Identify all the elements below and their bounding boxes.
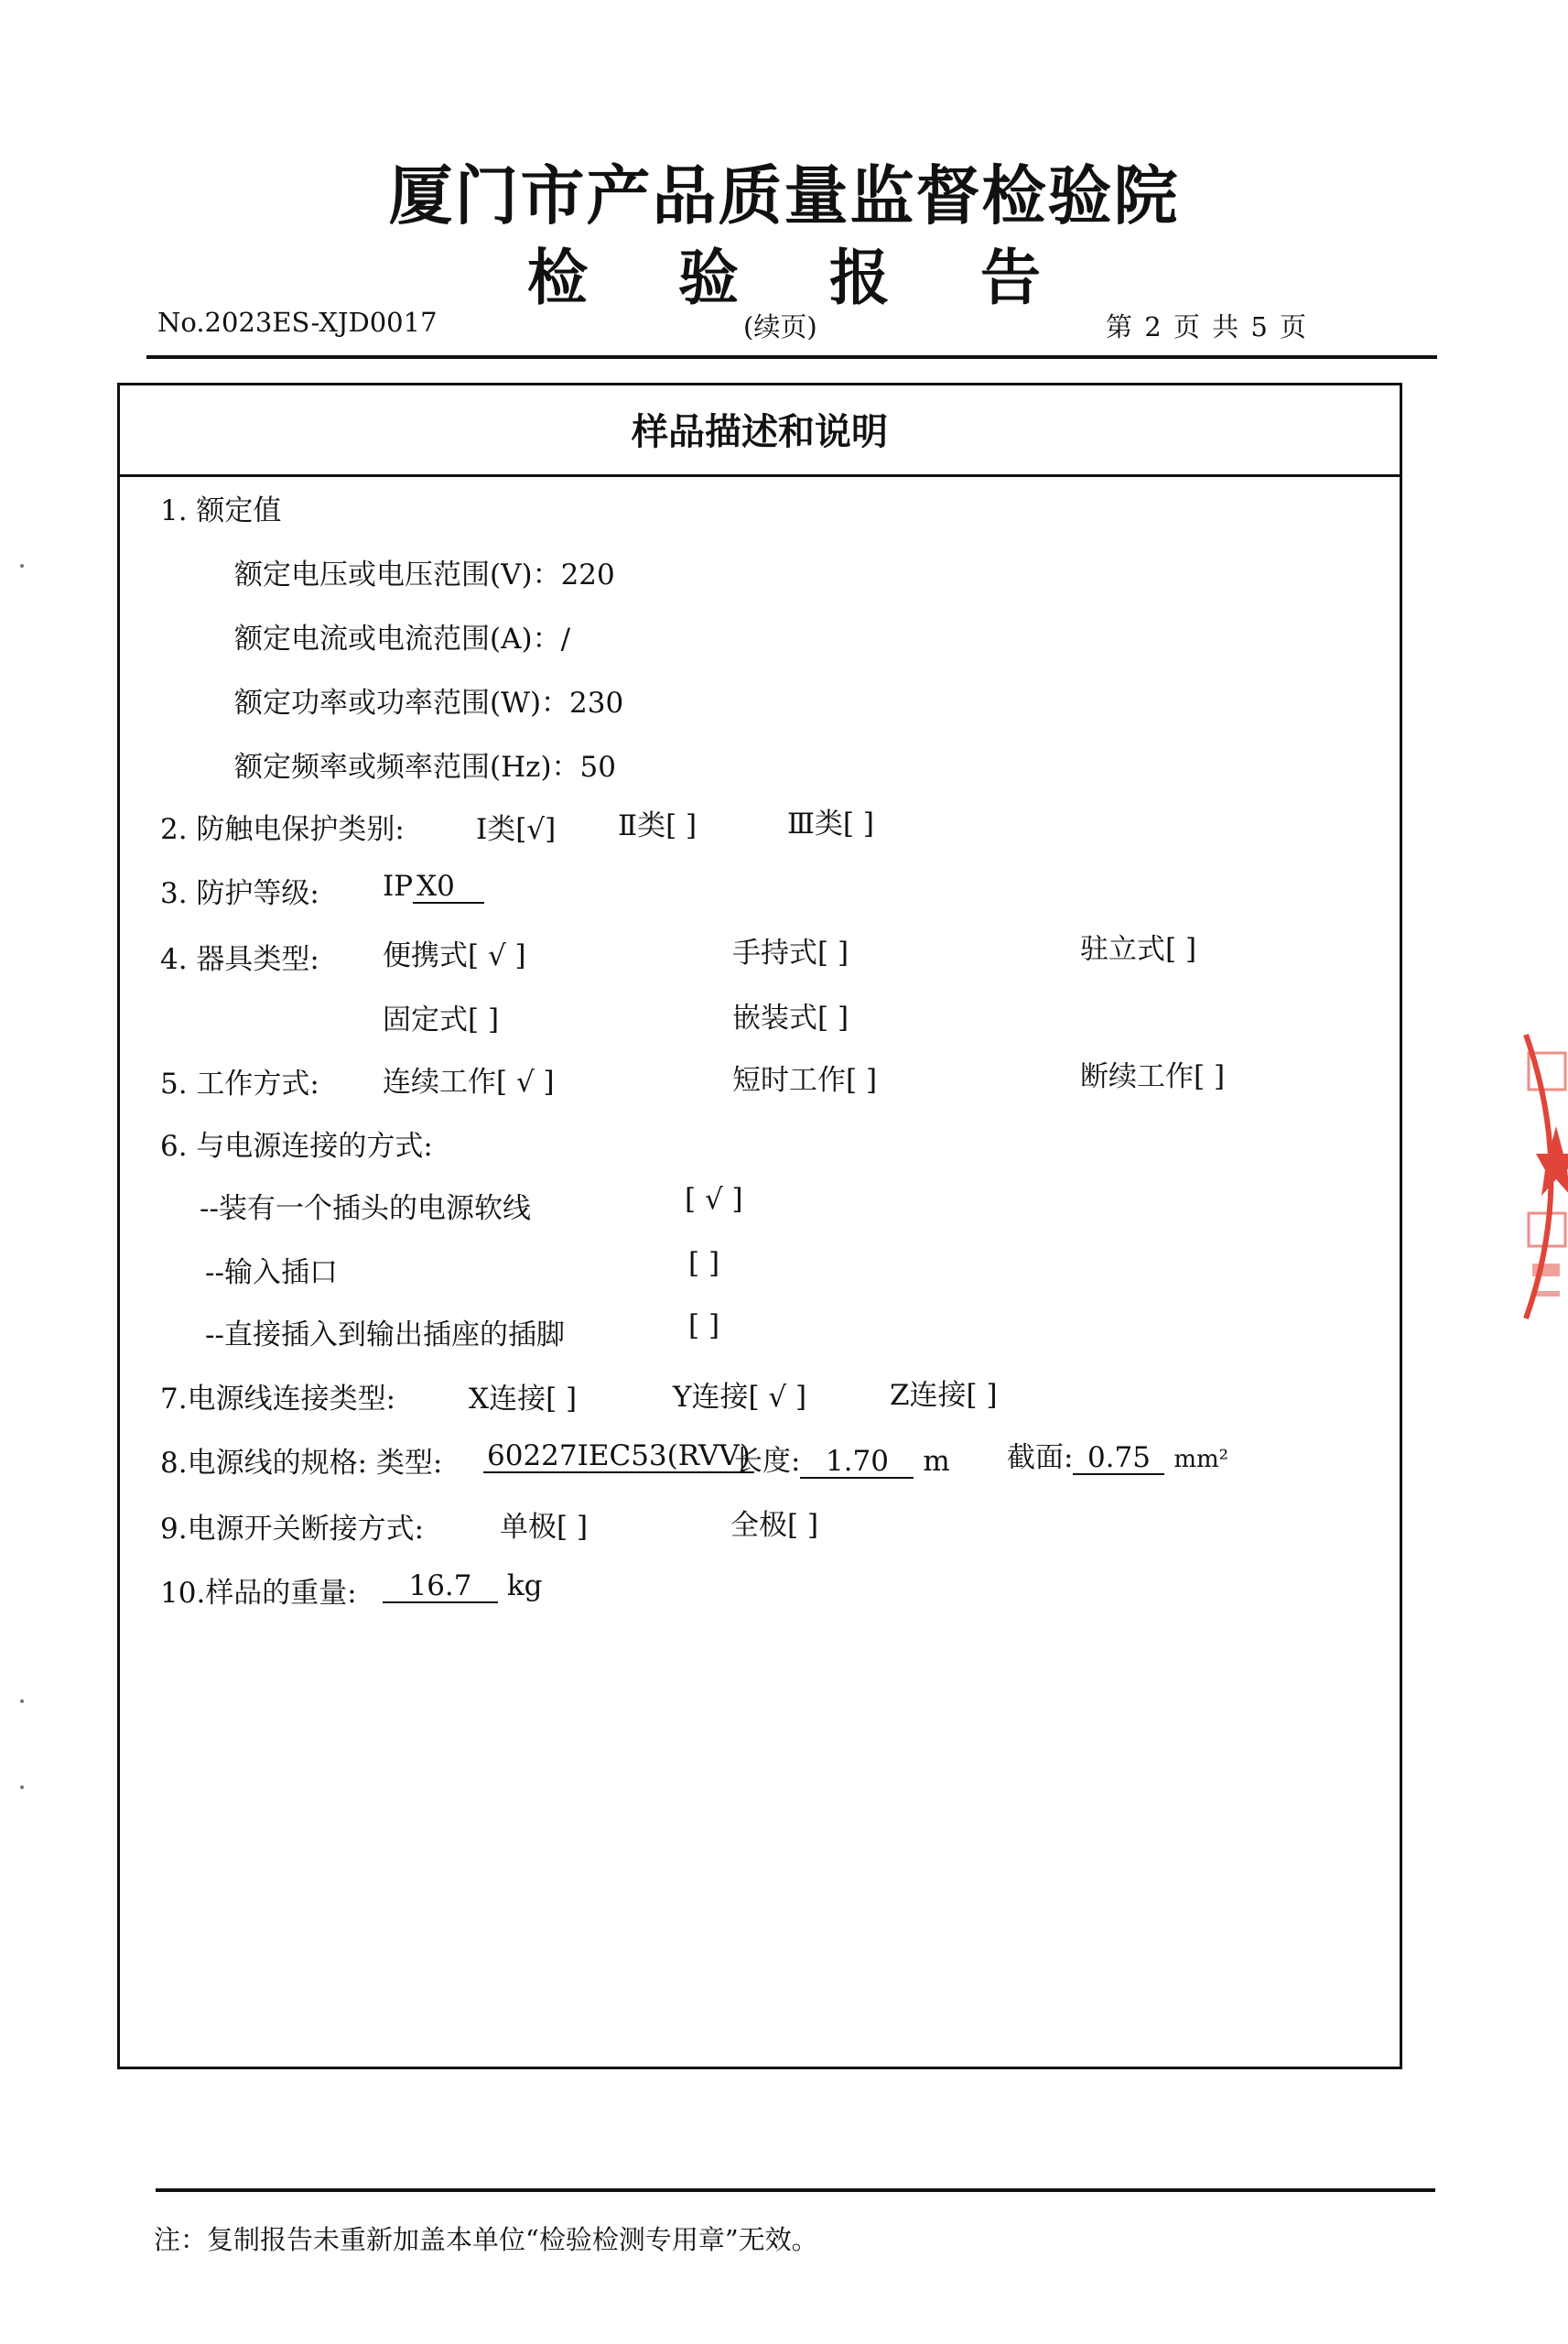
supply-connection-label: 6. 与电源连接的方式: bbox=[160, 1130, 433, 1163]
weight-label: 10.样品的重量: bbox=[160, 1577, 357, 1610]
operation-continuous: 连续工作[ √ ] bbox=[383, 1066, 555, 1099]
operation-intermittent: 断续工作[ ] bbox=[1080, 1060, 1226, 1093]
supply-option-pins: --直接插入到输出插座的插脚 bbox=[205, 1318, 565, 1351]
cord-type-value: 60227IEC53(RVV) bbox=[483, 1440, 754, 1473]
cord-section-label: 截面: bbox=[1007, 1441, 1074, 1474]
appliance-fixed: 固定式[ ] bbox=[383, 1004, 500, 1036]
report-number: No.2023ES-XJD0017 bbox=[157, 307, 438, 338]
appliance-type-label: 4. 器具类型: bbox=[160, 943, 319, 976]
header-rule bbox=[146, 355, 1437, 359]
supply-option-plug-cord-box: [ √ ] bbox=[685, 1183, 743, 1216]
operation-short-time: 短时工作[ ] bbox=[732, 1064, 878, 1097]
ip-rating-label: 3. 防护等级: bbox=[160, 877, 319, 910]
ip-rating bbox=[383, 870, 484, 904]
cord-type bbox=[483, 1439, 754, 1473]
switch-all-pole: 全极[ ] bbox=[730, 1509, 819, 1542]
report-title: 检 验 报 告 bbox=[527, 243, 1076, 313]
weight bbox=[383, 1569, 543, 1603]
protection-class-label: 2. 防触电保护类别: bbox=[160, 813, 405, 846]
cord-attachment-z: Z连接[ ] bbox=[890, 1379, 998, 1412]
section-title: 样品描述和说明 bbox=[632, 411, 888, 453]
supply-option-plug-cord: --装有一个插头的电源软线 bbox=[200, 1192, 531, 1225]
rated-current: 额定电流或电流范围(A)：/ bbox=[234, 623, 571, 656]
cord-attachment-label: 7.电源线连接类型: bbox=[160, 1383, 396, 1416]
cord-spec-label: 8.电源线的规格: 类型: bbox=[160, 1447, 443, 1480]
continuation-label: (续页) bbox=[743, 311, 817, 342]
appliance-built-in: 嵌装式[ ] bbox=[732, 1002, 849, 1035]
page-indicator: 第 2 页 共 5 页 bbox=[1106, 311, 1308, 342]
cord-section bbox=[1007, 1434, 1228, 1475]
cord-attachment-y: Y连接[ √ ] bbox=[673, 1381, 807, 1414]
frame-title-separator bbox=[117, 474, 1402, 477]
cord-length-label: 长度: bbox=[734, 1445, 801, 1478]
institute-title: 厦门市产品质量监督检验院 bbox=[388, 158, 1180, 233]
appliance-stationary: 驻立式[ ] bbox=[1080, 933, 1197, 966]
scan-speck bbox=[20, 1699, 24, 1703]
rated-power: 额定功率或功率范围(W)：230 bbox=[234, 687, 624, 720]
appliance-handheld: 手持式[ ] bbox=[732, 937, 849, 970]
footer-note: 注：复制报告未重新加盖本单位“检验检测专用章”无效。 bbox=[154, 2224, 818, 2255]
rated-voltage: 额定电压或电压范围(V)：220 bbox=[234, 559, 615, 591]
ip-prefix: IP bbox=[383, 870, 414, 903]
operation-mode-label: 5. 工作方式: bbox=[160, 1068, 319, 1101]
supply-option-pins-box: [ ] bbox=[688, 1309, 720, 1342]
cord-attachment-x: X连接[ ] bbox=[469, 1383, 578, 1416]
rated-values-label: 1. 额定值 bbox=[160, 494, 282, 527]
appliance-portable: 便携式[ √ ] bbox=[383, 939, 526, 972]
cord-length-value: 1.70 bbox=[800, 1446, 914, 1479]
footer-rule bbox=[156, 2188, 1435, 2192]
ip-value: X0 bbox=[413, 871, 484, 904]
protection-class-2: Ⅱ类[ ] bbox=[618, 809, 697, 842]
weight-unit: kg bbox=[506, 1569, 543, 1602]
supply-option-inlet-box: [ ] bbox=[688, 1247, 720, 1280]
switch-single-pole: 单极[ ] bbox=[500, 1511, 589, 1544]
scan-speck bbox=[20, 1785, 24, 1789]
cord-section-unit: mm² bbox=[1173, 1446, 1229, 1473]
protection-class-3: Ⅲ类[ ] bbox=[787, 808, 874, 841]
weight-value: 16.7 bbox=[383, 1570, 498, 1603]
scan-speck bbox=[20, 564, 24, 568]
switch-type-label: 9.电源开关断接方式: bbox=[160, 1513, 425, 1546]
rated-frequency: 额定频率或频率范围(Hz)：50 bbox=[234, 751, 617, 784]
cord-section-value: 0.75 bbox=[1073, 1442, 1164, 1475]
protection-class-1: Ⅰ类[√] bbox=[476, 813, 557, 846]
supply-option-inlet: --输入插口 bbox=[205, 1256, 338, 1289]
cord-length-unit: m bbox=[923, 1445, 950, 1478]
inspection-seal bbox=[1521, 1016, 1568, 1337]
cord-length bbox=[734, 1438, 950, 1479]
